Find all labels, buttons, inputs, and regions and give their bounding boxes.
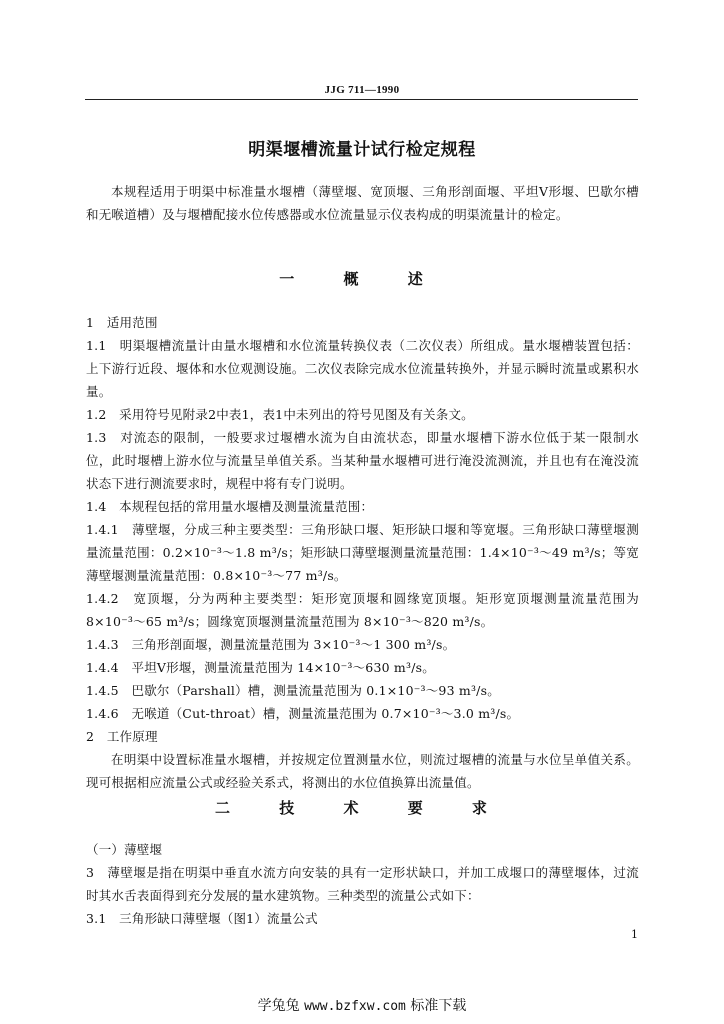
clause-1-4-2: 1.4.2 宽顶堰，分为两种主要类型：矩形宽顶堰和圆缘宽顶堰。矩形宽顶堰测量流量范围为 8×10⁻³～65 m³/s；圆缘宽顶堰测量流量范围为 8×10⁻³～820 m³/s。 <box>86 591 639 629</box>
clause-2: 2 工作原理 <box>86 729 158 744</box>
document-code-header: JJG 711—1990 <box>324 84 400 96</box>
footer-tagline: 标准下载 <box>410 998 467 1014</box>
intro-paragraph: 本规程适用于明渠中标准量水堰槽（薄壁堰、宽顶堰、三角形剖面堰、平坦V形堰、巴歇尔槽和无喉道槽）及与堰槽配接水位传感器或水位流量显示仪表构成的明渠流量计的检定。 <box>86 184 639 222</box>
clause-3: 3 薄壁堰是指在明渠中垂直水流方向安装的具有一定形状缺口，并加工成堰口的薄壁堰体，过流时其水舌表面得到充分发展的量水建筑物。三种类型的流量公式如下： <box>86 865 639 903</box>
section-heading-overview: 一 概 述 <box>279 270 445 288</box>
clause-1-4-5: 1.4.5 巴歇尔（Parshall）槽，测量流量范围为 0.1×10⁻³～93 m³/s。 <box>86 683 500 698</box>
clause-1-2: 1.2 采用符号见附录2中表1，表1中未列出的符号见图及有关条文。 <box>86 407 474 422</box>
clause-1-4-1: 1.4.1 薄壁堰，分成三种主要类型：三角形缺口堰、矩形缺口堰和等宽堰。三角形缺口薄壁堰测量流量范围：0.2×10⁻³～1.8 m³/s；矩形缺口薄壁堰测量流量范围：1.4×10⁻³～49 m³/s；等宽薄壁堰测量流量范围：0.8×10⁻³～77 m³/s。 <box>86 522 639 583</box>
footer-site-name: 学兔兔 <box>257 998 300 1014</box>
header-rule <box>85 99 638 100</box>
clause-1: 1 适用范围 <box>86 315 158 330</box>
document-title: 明渠堰槽流量计试行检定规程 <box>248 140 476 160</box>
clause-1-3: 1.3 对流态的限制，一般要求过堰槽水流为自由流状态，即量水堰槽下游水位低于某一限制水位，此时堰槽上游水位与流量呈单值关系。当某种量水堰槽可进行淹没流测流，并且也有在淹没流状态下进行测流要求时，规程中将有专门说明。 <box>86 430 639 491</box>
clause-1-4-4: 1.4.4 平坦V形堰，测量流量范围为 14×10⁻³～630 m³/s。 <box>86 660 435 675</box>
clause-1-1: 1.1 明渠堰槽流量计由量水堰槽和水位流量转换仪表（二次仪表）所组成。量水堰槽装置包括：上下游行近段、堰体和水位观测设施。二次仪表除完成水位流量转换外，并显示瞬时流量或累积水量。 <box>86 338 639 399</box>
page-number: 1 <box>631 928 638 941</box>
clause-1-4: 1.4 本规程包括的常用量水堰槽及测量流量范围： <box>86 499 374 514</box>
footer-url[interactable]: www.bzfxw.com <box>304 999 406 1014</box>
clause-1-4-6: 1.4.6 无喉道（Cut-throat）槽，测量流量范围为 0.7×10⁻³～3.0 m³/s。 <box>86 706 520 721</box>
section-heading-technical-requirements: 二 技 术 要 求 <box>215 799 509 817</box>
clause-3-1: 3.1 三角形缺口薄壁堰（图1）流量公式 <box>86 911 318 926</box>
clause-1-4-3: 1.4.3 三角形剖面堰，测量流量范围为 3×10⁻³～1 300 m³/s。 <box>86 637 456 652</box>
subsection-thin-plate-weir: （一）薄壁堰 <box>86 842 163 857</box>
clause-2-body: 在明渠中设置标准量水堰槽，并按规定位置测量水位，则流过堰槽的流量与水位呈单值关系。现可根据相应流量公式或经验关系式，将测出的水位值换算出流量值。 <box>86 752 639 790</box>
footer-watermark <box>0 995 724 1015</box>
